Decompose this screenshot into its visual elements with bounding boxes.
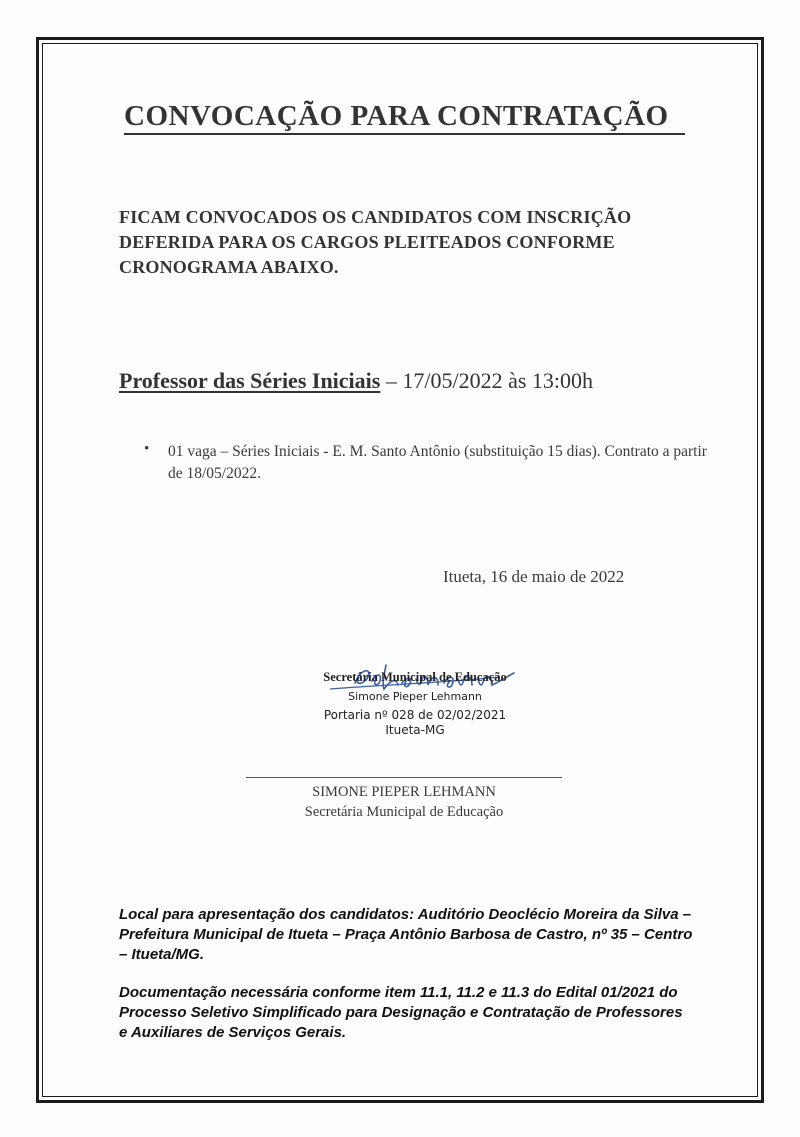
place-date: Itueta, 16 de maio de 2022 (443, 567, 625, 586)
intro-paragraph: FICAM CONVOCADOS OS CANDIDATOS COM INSCRIÇÃO DEFERIDA PARA OS CARGOS PLEITEADOS CONFORME CRONOGRAMA ABAIXO. (119, 207, 632, 277)
stamp-name: Simone Pieper Lehmann (348, 690, 482, 703)
signer-name: SIMONE PIEPER LEHMANN (312, 784, 496, 800)
title-underline (124, 133, 685, 135)
position-schedule: – 17/05/2022 às 13:00h (380, 368, 594, 393)
signer-role: Secretária Municipal de Educação (304, 804, 504, 820)
official-stamp (300, 670, 530, 737)
stamp-portaria: Portaria nº 028 de 02/02/2021 (323, 708, 507, 722)
note-documentation: Documentação necessária conforme item 11.1, 11.2 e 11.3 do Edital 01/2021 do Processo Seletivo Simplificado para Designação e Contratação de Professores e Auxiliares de Serviços Gerais. (119, 984, 683, 1041)
signer-block (246, 782, 562, 822)
vacancy-item: 01 vaga – Séries Iniciais - E. M. Santo Antônio (substituição 15 dias). Contrato a partir de 18/05/2022. (168, 443, 707, 482)
stamp-city: Itueta-MG (385, 723, 445, 737)
stamp-office: Secretária Municipal de Educação (323, 670, 507, 684)
bullet-icon: • (144, 441, 150, 457)
signature-line (246, 777, 562, 778)
document-title: CONVOCAÇÃO PARA CONTRATAÇÃO (124, 100, 669, 132)
note-location: Local para apresentação dos candidatos: Auditório Deoclécio Moreira da Silva – Prefeitura Municipal de Itueta – Praça Antônio Barbosa de Castro, nº 35 – Centro – Itueta/MG. (119, 906, 693, 963)
position-heading (119, 368, 719, 394)
notes-section (119, 905, 694, 1061)
position-title: Professor das Séries Iniciais (119, 368, 381, 393)
